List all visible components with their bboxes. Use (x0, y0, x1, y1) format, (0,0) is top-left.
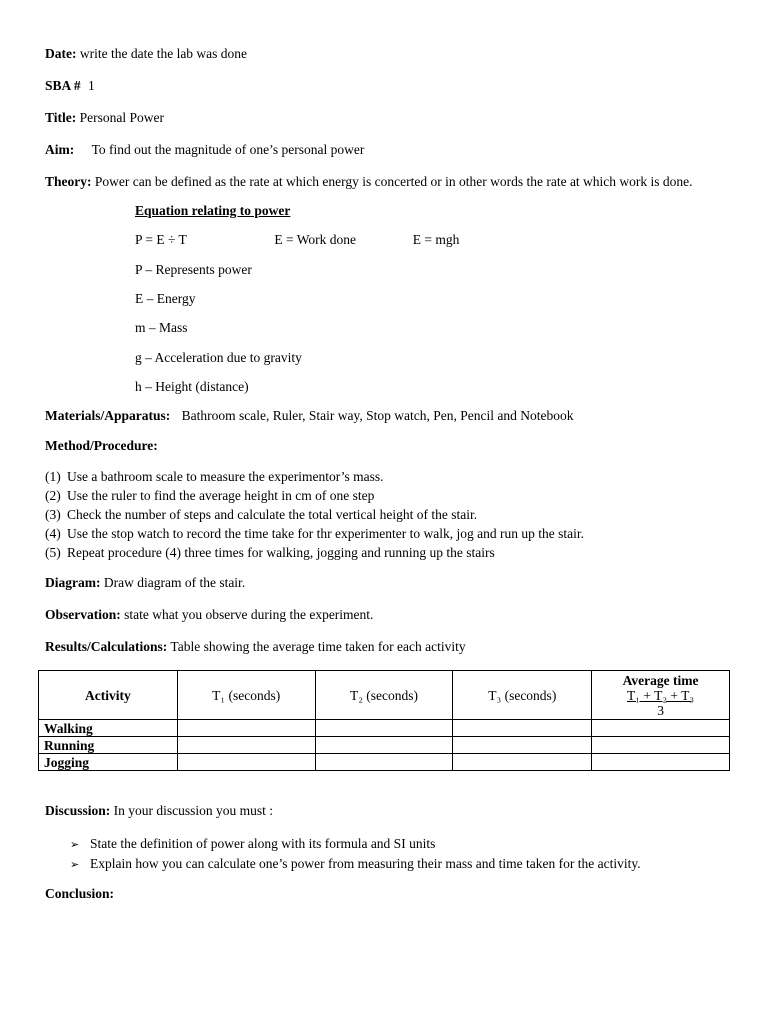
header-activity: Activity (39, 671, 178, 720)
diagram-text: Draw diagram of the stair. (103, 575, 246, 590)
arrow-bullet-icon: ➢ (70, 858, 80, 871)
sba-line (45, 78, 95, 94)
equation-heading (135, 203, 290, 219)
title-text: Personal Power (79, 110, 164, 125)
t1-cell[interactable] (177, 754, 315, 771)
bullet-text: State the definition of power along with its formula and SI units (90, 836, 436, 851)
conclusion-line (45, 886, 114, 902)
t3-cell[interactable] (453, 754, 592, 771)
equation-heading-text: Equation relating to power (135, 203, 291, 218)
date-label: Date: (45, 46, 77, 61)
sba-number: 1 (88, 78, 95, 93)
formula-energy: E = mgh (412, 232, 460, 247)
date-line (45, 46, 247, 62)
theory-text: Power can be defined as the rate at which energy is concerted or in other words the rate at which work is done. (94, 174, 693, 189)
discussion-label: Discussion: (45, 803, 111, 818)
aim-line (45, 142, 364, 158)
t2-cell[interactable] (315, 737, 453, 754)
method-steps (45, 467, 584, 562)
header-t1: T₁ (seconds) (177, 671, 315, 720)
results-line (45, 639, 466, 655)
step-number: (2) (45, 488, 61, 503)
average-denominator: 3 (657, 702, 664, 718)
date-text: write the date the lab was done (79, 46, 248, 61)
materials-label: Materials/Apparatus: (45, 408, 171, 423)
activity-name: Walking (39, 720, 178, 737)
activity-name: Jogging (39, 754, 178, 771)
definition-energy: E – Energy (135, 291, 196, 306)
step-number: (4) (45, 526, 61, 541)
formula-work: E = Work done (274, 232, 357, 247)
activity-name: Running (39, 737, 178, 754)
t3-cell[interactable] (453, 720, 592, 737)
method-step (45, 467, 584, 486)
method-step (45, 505, 584, 524)
results-label: Results/Calculations: (45, 639, 168, 654)
step-text: Use a bathroom scale to measure the experimentor’s mass. (67, 469, 384, 484)
diagram-label: Diagram: (45, 575, 101, 590)
equation-formulas (135, 232, 459, 248)
title-line (45, 110, 164, 126)
average-time-title: Average time (622, 672, 699, 688)
method-label: Method/Procedure: (45, 438, 158, 453)
sba-label: SBA # (45, 78, 81, 93)
t2-cell[interactable] (315, 720, 453, 737)
header-t2: T₂ (seconds) (315, 671, 453, 720)
results-text: Table showing the average time taken for each activity (170, 639, 466, 654)
step-number: (3) (45, 507, 61, 522)
step-text: Use the stop watch to record the time take for thr experimenter to walk, jog and run up the stair. (67, 526, 584, 541)
average-numerator: T₁ + T₂ + T₃ (627, 687, 695, 703)
list-item (70, 834, 641, 854)
method-step (45, 543, 584, 562)
discussion-text: In your discussion you must : (113, 803, 274, 818)
table-row (39, 720, 730, 737)
t2-cell[interactable] (315, 754, 453, 771)
materials-line (45, 408, 574, 424)
step-number: (5) (45, 545, 61, 560)
definition-height: h – Height (distance) (135, 379, 249, 394)
method-step (45, 486, 584, 505)
step-number: (1) (45, 469, 61, 484)
step-text: Use the ruler to find the average height in cm of one step (67, 488, 375, 503)
average-cell[interactable] (592, 720, 730, 737)
header-average-time (592, 671, 730, 720)
list-item (70, 854, 641, 874)
observation-label: Observation: (45, 607, 121, 622)
table-row (39, 737, 730, 754)
aim-label: Aim: (45, 142, 75, 157)
observation-text: state what you observe during the experiment. (124, 607, 374, 622)
bullet-text: Explain how you can calculate one’s power from measuring their mass and time taken for the activity. (90, 856, 641, 871)
t3-cell[interactable] (453, 737, 592, 754)
step-text: Check the number of steps and calculate the total vertical height of the stair. (67, 507, 478, 522)
step-text: Repeat procedure (4) three times for walking, jogging and running up the stairs (67, 545, 495, 560)
formula-power: P = E ÷ T (135, 232, 187, 247)
average-cell[interactable] (592, 754, 730, 771)
average-cell[interactable] (592, 737, 730, 754)
definition-power: P – Represents power (135, 262, 252, 277)
definition-mass: m – Mass (135, 320, 188, 335)
arrow-bullet-icon: ➢ (70, 838, 80, 851)
aim-text: To find out the magnitude of one’s personal power (91, 142, 365, 157)
header-t3: T₃ (seconds) (453, 671, 592, 720)
discussion-bullets (70, 834, 641, 874)
materials-text: Bathroom scale, Ruler, Stair way, Stop watch, Pen, Pencil and Notebook (181, 408, 574, 423)
definition-gravity: g – Acceleration due to gravity (135, 350, 302, 365)
observation-line (45, 607, 373, 623)
diagram-line (45, 575, 245, 591)
title-label: Title: (45, 110, 77, 125)
theory-line (45, 174, 693, 190)
method-step (45, 524, 584, 543)
table-header-row (39, 671, 730, 720)
results-table (38, 670, 730, 771)
conclusion-label: Conclusion: (45, 886, 115, 901)
theory-label: Theory: (45, 174, 92, 189)
t1-cell[interactable] (177, 720, 315, 737)
method-heading (45, 438, 158, 454)
t1-cell[interactable] (177, 737, 315, 754)
table-row (39, 754, 730, 771)
discussion-line (45, 803, 273, 819)
